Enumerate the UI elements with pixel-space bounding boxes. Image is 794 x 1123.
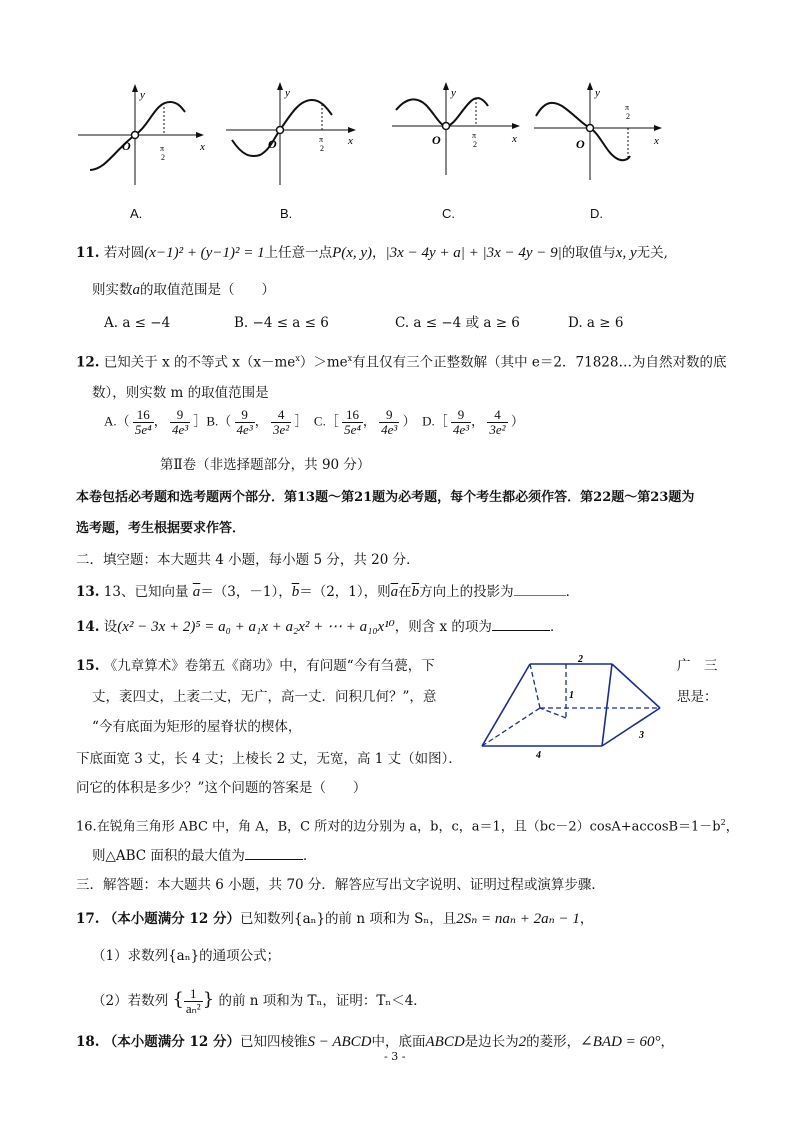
graph-option-b [222,80,362,190]
question-16-line2: 则△ABC 面积的最大值为 ． [92,848,317,864]
svg-text:x: x [348,135,353,147]
svg-text:y: y [140,89,145,101]
question-11-line2: 则实数a的取值范围是（ ） [92,282,275,298]
question-11-line1: 11. 若对圆(x−1)² + (y−1)² = 1上任意一点P(x, y)，|3x − 4y + a| + |3x − 4y − 9|的取值与x, y无关, [76,245,668,261]
answer-blank-14 [492,618,550,631]
graph-label-b: B. [280,206,293,221]
question-11-option-d: D. a ≥ 6 [568,315,624,331]
page-number: - 3 - [384,1050,406,1063]
part-2-intro-line1: 本卷包括必考题和选考题两个部分．第13题～第21题为必考题，每个考生都必须作答．第22题～第23题为 [76,490,695,505]
fig-label-top: 2 [578,654,583,665]
part-2-intro-line2: 选考题，考生根据要求作答． [76,521,246,536]
question-17: 17. （本小题满分 12 分）已知数列{aₙ}的前 n 项和为 Sₙ，且2Sₙ = naₙ + 2aₙ − 1， [76,911,594,927]
graph-option-a [70,80,210,190]
svg-text:y: y [285,87,290,99]
question-18: 18. （本小题满分 12 分）已知四棱锥S − ABCD中，底面ABCD是边长为2的菱形，∠BAD = 60°， [76,1034,675,1050]
question-15-line5: 问它的体积是多少？”这个问题的答案是（ ） [76,780,367,796]
svg-text:x: x [200,141,205,153]
question-15-line4: 下底面宽 3 丈，长 4 丈；上棱长 2 丈，无宽，高 1 丈（如图）． [76,751,462,767]
vector-b: $\overline{b}$ [291,584,300,600]
svg-text:2: 2 [161,153,165,162]
svg-text:π: π [625,103,630,112]
fig-label-width: 3 [639,730,644,741]
answer-section-heading: 三．解答题：本大题共 6 小题，共 70 分．解答应写出文字说明、证明过程或演算步骤． [76,877,605,893]
question-12-line2: 数），则实数 m 的取值范围是 [92,385,269,401]
question-17-part1: （1）求数列{aₙ}的通项公式； [92,948,281,964]
svg-text:2: 2 [626,112,630,121]
svg-text:π: π [472,131,477,140]
graph-label-d: D. [590,206,603,221]
vector-a: $\overline{a}$ [192,584,201,600]
question-11-option-c: C. a ≤ −4 或 a ≥ 6 [395,315,520,331]
answer-blank-13 [514,583,566,596]
question-12-options: A.（ $\frac{16}{\text{5e⁴}}$ ， $\frac{9}{\text{4e³}}$ ］B.（ $\frac{9}{\text{4e³}}$ ， $\frac{4}{\text{3e²}}$ ］ C.［ $\frac{16}{\text{5e⁴}}$ ， $\frac{9}{\text{4e³}}$ ） D.［ $\frac{9}{\text{4e³}}$ ， $\frac{4}{\text{3e²}}$ ） [104,407,524,437]
fill-section-heading: 二．填空题：本大题共 4 小题，每小题 5 分，共 20 分． [76,552,420,568]
question-15-line2: 丈，袤四丈，上袤二丈，无广，高一丈．问积几何？”，意 [92,689,437,705]
part-2-title: 第Ⅱ卷（非选择题部分，共 90 分） [160,457,371,473]
question-17-part2: （2）若数列 { $\frac{1}{\text{aₙ²}}$ } 的前 n 项和为 Tₙ，证明：Tₙ＜4． [92,986,427,1016]
answer-blank-16 [245,847,303,860]
fig-label-height: 1 [569,690,574,701]
graph-label-a: A. [130,206,143,221]
question-15-line3: “今有底面为矩形的屋脊状的楔体， [92,719,302,735]
svg-text:y: y [451,87,456,99]
question-12-line1: 12. 已知关于 x 的不等式 $x(x-me^x)>me^x$有且仅有三个正整数解（其中 e＝2．71828…为自然对数的底 [76,354,727,371]
svg-text:2: 2 [473,140,477,149]
svg-text:x: x [654,135,659,147]
question-11-option-a: A. a ≤ −4 [104,315,171,331]
fig-label-length: 4 [536,750,541,761]
svg-text:y: y [595,87,600,99]
svg-text:2: 2 [320,144,324,153]
graph-option-d [530,80,670,190]
question-15-tail2: 思是： [677,689,718,705]
origin-label: O [268,137,277,151]
question-15-tail1: 广 三 [677,658,718,674]
graph-option-c [388,80,528,190]
svg-text:π: π [160,144,165,153]
graph-label-c: C. [442,206,455,221]
question-16-line1: 16.在锐角三角形 ABC 中，角 A，B，C 所对的边分别为 a，b，c，a＝1，且$(bc-2)\cos A+accosB=1-b^2$， [76,818,739,835]
question-15-line1: 15. 《九章算术》卷第五《商功》中，有问题“今有刍甍，下 [76,658,435,674]
origin-label: O [576,137,585,151]
question-14: 14. 设(x² − 3x + 2)⁵ = a₀ + a₁x + a₂x² + ⋯ + a₁₀x¹⁰，则含 x 的项为 ． [76,619,564,635]
svg-text:π: π [319,135,324,144]
origin-label: O [122,139,131,153]
svg-text:x: x [512,133,517,145]
origin-label: O [432,133,441,147]
question-11-option-b: B. −4 ≤ a ≤ 6 [234,315,329,331]
wedge-figure [474,652,670,764]
question-13: 13. 13、已知向量 $\overline{a}=(3$，－1），$\overline{b}=(2$，1），则$\overline{a}$在$\overline{b}$方向上的投影为 ． [76,584,580,600]
